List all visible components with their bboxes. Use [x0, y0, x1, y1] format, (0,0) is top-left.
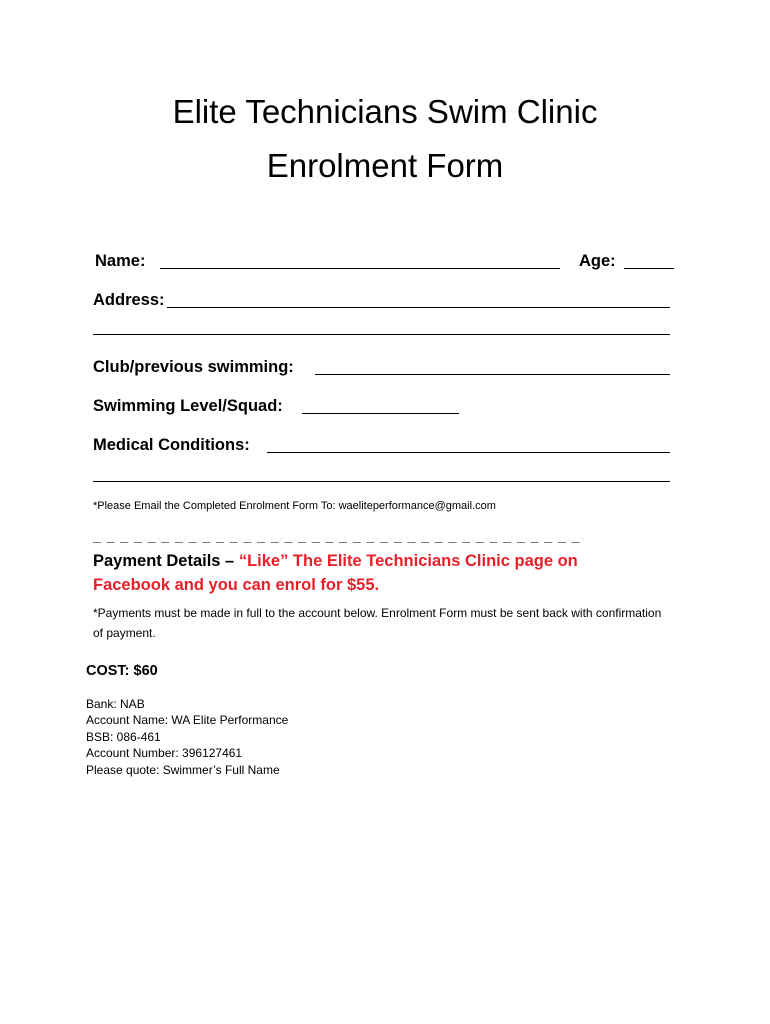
- account-name: Account Name: WA Elite Performance: [86, 713, 289, 727]
- form-title-line2: Enrolment Form: [266, 147, 504, 184]
- bank-name: Bank: NAB: [86, 697, 145, 711]
- cut-line-separator: _ _ _ _ _ _ _ _ _ _ _ _ _ _ _ _ _ _ _ _ _ _ _ _ _ _ _ _ _ _ _ _ _ _ _ _: [93, 528, 581, 544]
- form-title-line1: Elite Technicians Swim Clinic: [172, 93, 598, 130]
- medical-conditions-label: Medical Conditions:: [93, 436, 250, 454]
- payment-reference-instruction: Please quote: Swimmer’s Full Name: [86, 763, 280, 777]
- swimming-level-field-line[interactable]: [302, 413, 459, 414]
- swimming-level-label: Swimming Level/Squad:: [93, 397, 283, 415]
- bsb-number: BSB: 086-461: [86, 730, 161, 744]
- age-label: Age:: [579, 252, 616, 270]
- payment-details-heading: [93, 549, 653, 597]
- address-label: Address:: [93, 291, 165, 309]
- medical-conditions-field-line-1[interactable]: [267, 452, 670, 453]
- payment-note: *Payments must be made in full to the account below. Enrolment Form must be sent back with confirmation of payment.: [93, 606, 662, 640]
- name-label: Name:: [95, 252, 146, 270]
- name-field-line[interactable]: [160, 268, 560, 269]
- club-label: Club/previous swimming:: [93, 358, 294, 376]
- address-field-line-1[interactable]: [167, 307, 670, 308]
- address-field-line-2[interactable]: [93, 334, 670, 335]
- cost-label: COST: $60: [86, 663, 158, 679]
- medical-conditions-field-line-2[interactable]: [93, 481, 670, 482]
- facebook-promo-text: “Like” The Elite Technicians Clinic page on Facebook and you can enrol for $55.: [93, 552, 578, 594]
- age-field-line[interactable]: [624, 268, 674, 269]
- account-number: Account Number: 396127461: [86, 746, 243, 760]
- payment-details-label: Payment Details –: [93, 552, 239, 570]
- email-instruction: *Please Email the Completed Enrolment Form To: waeliteperformance@gmail.com: [93, 500, 496, 512]
- club-field-line[interactable]: [315, 374, 670, 375]
